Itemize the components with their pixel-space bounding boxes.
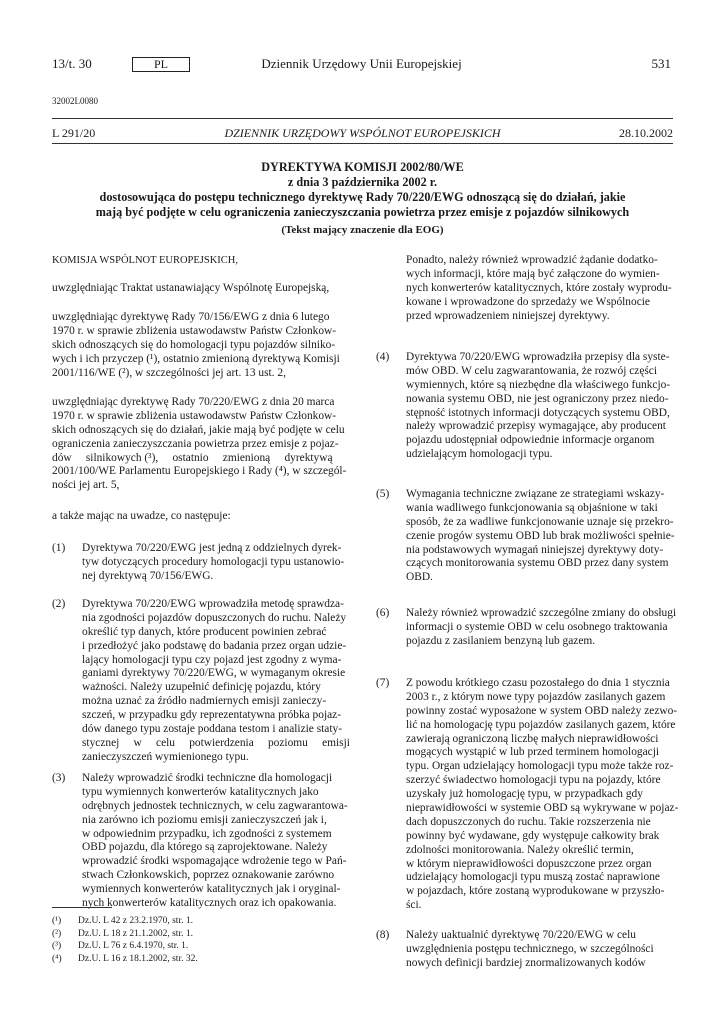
text-line: ganiami dyrektywy 70/220/EWG, w wymaganym okresie [82, 667, 346, 680]
footnote-mark: (¹) [52, 916, 62, 926]
footnote-rule [52, 907, 112, 908]
text-line: skich odnoszących się do działań, jakie mają być podjęte w celu [52, 423, 345, 436]
footnote-mark: (⁴) [52, 953, 62, 964]
text-line: 2001/116/WE (²), w szczególności jej art. 13 ust. 2, [52, 366, 286, 379]
document-title [52, 160, 673, 220]
recital-continuation [406, 254, 673, 323]
recital-number: (4) [376, 351, 390, 363]
text-line: powinny być wydawane, gdy występuje całkowity brak [406, 829, 660, 842]
recital-number: (3) [52, 772, 66, 784]
text-line: nia zarówno ich poziomu emisji zanieczyszczeń jak i, [82, 813, 327, 826]
text-line: Z powodu krótkiego czasu pozostałego do dnia 1 stycznia [406, 677, 670, 689]
text-line: 2001/100/WE Parlamentu Europejskiego i Rady (⁴), w szczegól- [52, 465, 347, 478]
footnote-mark: (²) [52, 928, 62, 939]
oj-journal-title: DZIENNIK URZĘDOWY WSPÓLNOT EUROPEJSKICH [224, 126, 501, 140]
recital-text [82, 598, 350, 765]
footnote-text: Dz.U. L 16 z 18.1.2002, str. 32. [78, 953, 198, 964]
text-line: w pojazdach, które zostaną wyprodukowane w przyszło- [406, 885, 665, 898]
text-line: OBD pojazdu, dla którego są zaprojektowane. Należy [82, 841, 328, 854]
text-line: typu wymiennych konwerterów katalitycznych jako [82, 785, 319, 798]
text-line: nowania systemu OBD, nie jest ograniczony przez niedo- [406, 392, 669, 405]
text-line: wymiennych, które są niezbędne dla właściwego funkcjo- [406, 378, 671, 391]
text-line: ograniczenia zanieczyszczania powietrza przez emisje z pojaz- [52, 437, 339, 450]
recital-number: (6) [376, 607, 390, 619]
text-line: szerzyć świadectwo homologacji typu na pojazdy, które [406, 774, 661, 787]
text-line: nych konwerterów katalitycznych oraz ich opakowania. [82, 897, 337, 910]
treaty-clause: uwzględniając Traktat ustanawiający Wspólnotę Europejską, [52, 282, 330, 294]
celex-number: 32002L0080 [52, 96, 98, 106]
recital-number: (2) [52, 598, 66, 610]
text-line: dów danego typu zostaje poddana testom i analizie staty- [82, 723, 343, 736]
recital-number: (8) [376, 929, 390, 941]
text-line: pojazdu z zasilaniem benzyną lub gazem. [406, 634, 596, 647]
text-line: typu. Organ udzielający homologacji typu może także roz- [406, 760, 674, 773]
recital-text [82, 772, 348, 911]
page-number: 531 [651, 56, 671, 71]
text-line: wprowadzić środki wspomagające wdrożenie tego w Pań- [82, 855, 347, 868]
text-line: uwzględniając dyrektywę Rady 70/220/EWG z dnia 20 marca [52, 396, 335, 408]
text-line: Ponadto, należy również wprowadzić żądanie dodatko- [406, 254, 658, 266]
recital-number: (5) [376, 488, 390, 500]
text-line: informacji o systemie OBD w celu osobnego traktowania [406, 620, 668, 633]
text-line: nia podstawowych wymagań niniejszej dyrektywy doty- [406, 543, 664, 556]
text-line: nia zgodności pojazdów dopuszczonych do ruchu. Należy [82, 611, 347, 624]
text-line: OBD. [406, 571, 433, 584]
text-line: ważności. Należy uzupełnić definicję pojazdu, który [82, 681, 321, 694]
text-line: 1970 r. w sprawie zbliżenia ustawodawstw Państw Członkow- [52, 409, 337, 422]
footnote [52, 940, 188, 952]
footnote [52, 915, 193, 927]
citation-directive-156 [52, 311, 348, 380]
text-line: mogących wystąpić w lub przed terminem homologacji [406, 746, 660, 759]
text-line: stępność istotnych informacji dotyczących systemu OBD, [406, 406, 670, 419]
text-line: zawierają ograniczoną liczbę małych nieprawidłowości [406, 732, 659, 745]
eea-relevance: (Tekst mający znaczenie dla EOG) [281, 224, 444, 236]
text-line: czących monitorowania systemu OBD przez dany system [406, 557, 669, 570]
recital-text [406, 607, 676, 649]
oj-header [52, 126, 673, 142]
text-line: określić typ danych, które producent powinien zebrać [82, 625, 327, 638]
text-line: wania wadliwego funkcjonowania są objaśnione w taki [406, 501, 658, 514]
footnote-text: Dz.U. L 18 z 21.1.2002, str. 1. [78, 928, 193, 939]
text-line: stwach Członkowskich, poprzez oznakowanie zarówno [82, 869, 335, 882]
text-line: w którym nieprawidłowości dopuszczone przez organ [406, 857, 652, 870]
text-line: Należy również wprowadzić szczególne zmiany do obsługi [406, 607, 677, 619]
text-line: 2003 r., z którym nowe typy pojazdów zasilanych gazem [406, 690, 666, 703]
whereas-clause: a także mając na uwadze, co następuje: [52, 510, 231, 522]
text-line: Dyrektywa 70/220/EWG wprowadziła metodę sprawdza- [82, 598, 344, 610]
footnote-text: Dz.U. L 42 z 23.2.1970, str. 1. [78, 916, 193, 926]
text-line: pojazdu udostępniał odpowiednie informacje organom [406, 434, 655, 447]
text-line: dów silnikowych (³), ostatnio zmienioną dyrektywą [52, 451, 333, 464]
text-line: Wymagania techniczne związane ze strategiami wskazy- [406, 488, 665, 500]
text-line: wych i ich przyczep (¹), ostatnio zmienioną dyrektywą Komisji [52, 352, 340, 365]
text-line: i przedłożyć jako podstawę do badania przez organ udzie- [82, 639, 347, 652]
title-line: DYREKTYWA KOMISJI 2002/80/WE [261, 160, 464, 174]
text-line: udzielający homologacji typu muszą zostać naprawione [406, 871, 660, 884]
text-line: ności jej art. 5, [52, 479, 120, 492]
header-rule-top [52, 118, 673, 119]
text-line: lający homologacji typu czy pojazd jest zgodny z wyma- [82, 653, 342, 666]
footnote-mark: (³) [52, 941, 62, 951]
text-line: tyw dotyczących procedury homologacji typu ustanowio- [82, 555, 345, 568]
text-line: sposób, że za wadliwe funkcjonowanie uznaje się przekro- [406, 515, 674, 528]
text-line: kowane i wprowadzone do sprzedaży we Wspólnocie [406, 295, 650, 308]
text-line: w odpowiednim przypadku, ich zgodności z systemem [82, 827, 332, 840]
header-rule-bottom [52, 143, 673, 144]
text-line: nych konwerterów katalitycznych, które zostały wyprodu- [406, 281, 672, 294]
oj-reference: L 291/20 [52, 126, 96, 140]
text-line: nieprawidłowości w systemie OBD są wykrywane w pojaz- [406, 802, 679, 815]
text-line: mów OBD. W celu zagwarantowania, że rozwój części [406, 364, 658, 377]
text-line: Należy uaktualnić dyrektywę 70/220/EWG w celu [406, 929, 636, 941]
text-line: szczeń, w przypadku gdy reprezentatywna próbka pojaz- [82, 709, 342, 722]
oj-date: 28.10.2002 [619, 126, 673, 140]
text-line: zanieczyszczeń wymienionego typu. [82, 750, 249, 763]
footnote [52, 953, 198, 965]
recital-text [82, 542, 344, 584]
text-line: stycznej w celu potwierdzenia poziomu emisji [82, 736, 350, 749]
text-line: odrębnych jednostek technicznych, w celu zagwarantowa- [82, 799, 348, 812]
recital-text [406, 488, 675, 585]
text-line: można uznać za źródło nadmiernych emisji zanieczy- [82, 695, 327, 708]
recital-number: (1) [52, 542, 66, 554]
text-line: zdolności monitorowania. Należy określić termin, [406, 843, 634, 856]
text-line: Dyrektywa 70/220/EWG wprowadziła przepisy dla syste- [406, 351, 670, 363]
recital-text [406, 351, 670, 462]
text-line: przed wprowadzeniem niniejszej dyrektywy. [406, 309, 610, 322]
language-box: PL [132, 57, 190, 72]
text-line: nej dyrektywą 70/156/EWG. [82, 569, 214, 582]
text-line: lić na homologację typu pojazdów zasilanych gazem, które [406, 718, 676, 731]
text-line: czenie progów systemu OBD lub brak możliwości spełnie- [406, 529, 675, 542]
text-line: uwzględnienia postępu technicznego, w szczególności [406, 942, 654, 955]
recital-text [406, 929, 654, 971]
text-line: 1970 r. w sprawie zbliżenia ustawodawstw Państw Członkow- [52, 324, 337, 337]
recital-text [406, 677, 678, 913]
text-line: Należy wprowadzić środki techniczne dla homologacji [82, 772, 333, 784]
commission-heading: KOMISJA WSPÓLNOT EUROPEJSKICH, [52, 255, 239, 266]
text-line: należy wprowadzić przepisy wymagające, aby producent [406, 420, 666, 433]
text-line: wymiennych konwerterów katalitycznych jak i oryginal- [82, 883, 341, 896]
text-line: wych informacji, które mają być załączone do wymien- [406, 267, 660, 280]
text-line: Dyrektywa 70/220/EWG jest jedną z oddzielnych dyrek- [82, 542, 342, 554]
text-line: uzyskały już homologację typu, w przypadkach gdy [406, 788, 643, 801]
text-line: nowych definicji bardziej znormalizowanych kodów [406, 956, 646, 969]
issue-number: 13/t. 30 [52, 56, 92, 71]
footnote-text: Dz.U. L 76 z 6.4.1970, str. 1. [78, 941, 189, 951]
text-line: skich odnoszących się do homologacji typu pojazdów silniko- [52, 338, 336, 351]
text-line: powinny zostać wyposażone w system OBD należy zezwo- [406, 704, 678, 717]
text-line: ści. [406, 899, 422, 912]
footnote [52, 928, 193, 940]
journal-title: Dziennik Urzędowy Unii Europejskiej [261, 56, 462, 71]
title-subject: mają być podjęte w celu ograniczenia zanieczyszczania powietrza przez emisje z pojazdów silnikowych [95, 205, 630, 219]
text-line: udzielającym homologacji typu. [406, 448, 553, 461]
citation-directive-220 [52, 396, 348, 493]
title-subject: dostosowująca do postępu technicznego dyrektywę Rady 70/220/EWG odnoszącą się do działań, jakie [99, 190, 626, 204]
title-date: z dnia 3 października 2002 r. [287, 175, 438, 189]
recital-number: (7) [376, 677, 390, 689]
text-line: dach dopuszczonych do ruchu. Takie rozszerzenia nie [406, 815, 651, 828]
text-line: uwzględniając dyrektywę Rady 70/156/EWG z dnia 6 lutego [52, 311, 330, 323]
